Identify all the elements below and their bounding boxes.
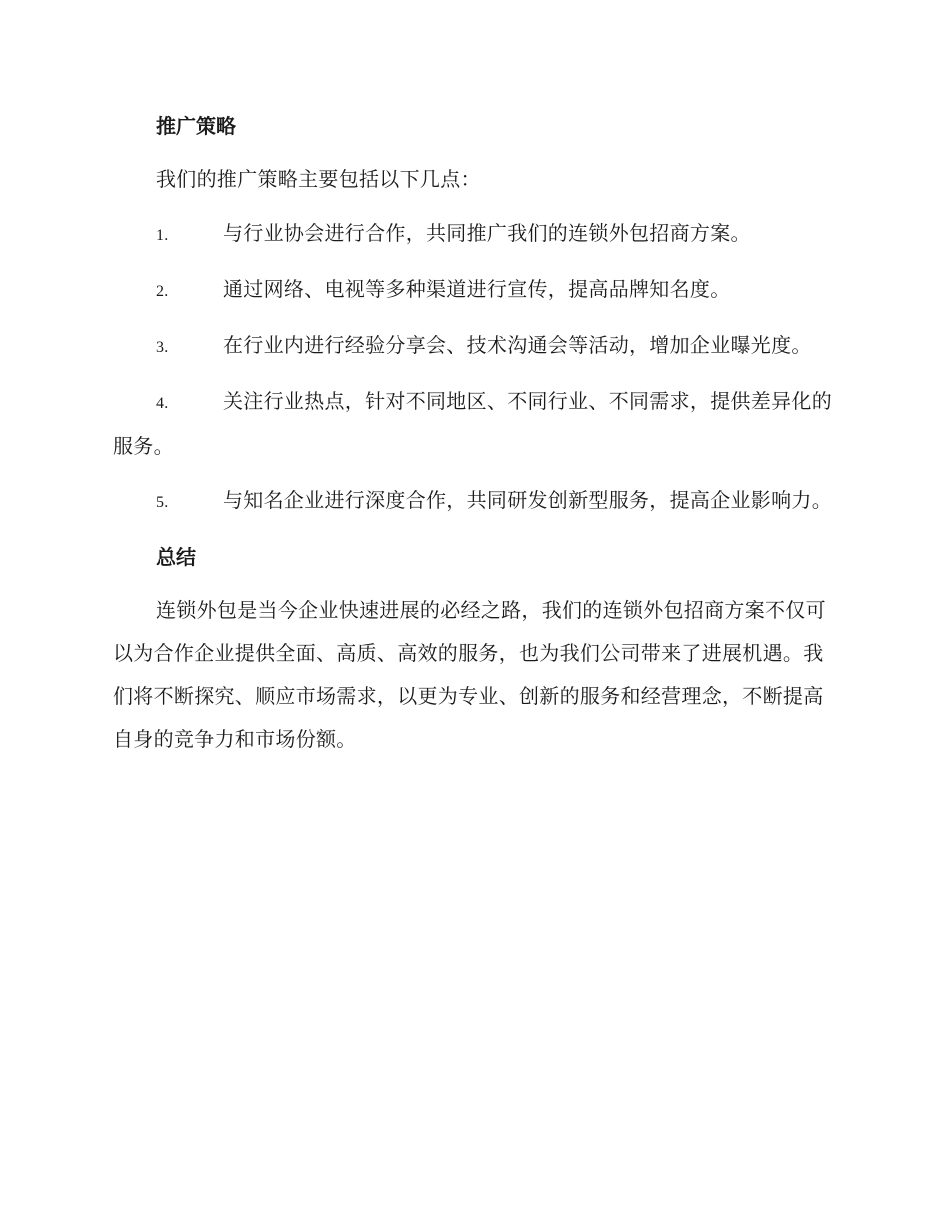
list-item [113,324,835,369]
list-item-text: 在行业内进行经验分享会、技术沟通会等活动，增加企业曝光度。 [223,333,812,357]
list-item-number: 5. [156,494,169,511]
promotion-intro: 我们的推广策略主要包括以下几点： [156,167,481,191]
list-item-text: 通过网络、电视等多种渠道进行宣传，提高品牌知名度。 [223,277,731,301]
summary-paragraph: 连锁外包是当今企业快速进展的必经之路，我们的连锁外包招商方案不仅可以为合作企业提供全面、高质、高效的服务，也为我们公司带来了进展机遇。我们将不断探究、顺应市场需求，以更为专业、创新的服务和经营理念，不断提高自身的竞争力和市场份额。 [113,598,826,751]
list-item [113,212,835,257]
list-item-text: 关注行业热点，针对不同地区、不同行业、不同需求，提供差异化的服务。 [113,389,832,458]
list-item-text: 与行业协会进行合作，共同推广我们的连锁外包招商方案。 [223,221,751,245]
list-item [113,380,835,468]
list-item-number: 4. [156,395,169,412]
list-item-number: 1. [156,227,169,244]
section-heading-summary: 总结 [156,545,196,569]
list-item-number: 2. [156,283,169,300]
document-page [113,104,835,761]
list-item [113,479,835,524]
list-item-number: 3. [156,339,169,356]
list-item-text: 与知名企业进行深度合作，共同研发创新型服务，提高企业影响力。 [223,488,832,512]
section-heading-promotion: 推广策略 [156,114,236,138]
list-item [113,268,835,313]
